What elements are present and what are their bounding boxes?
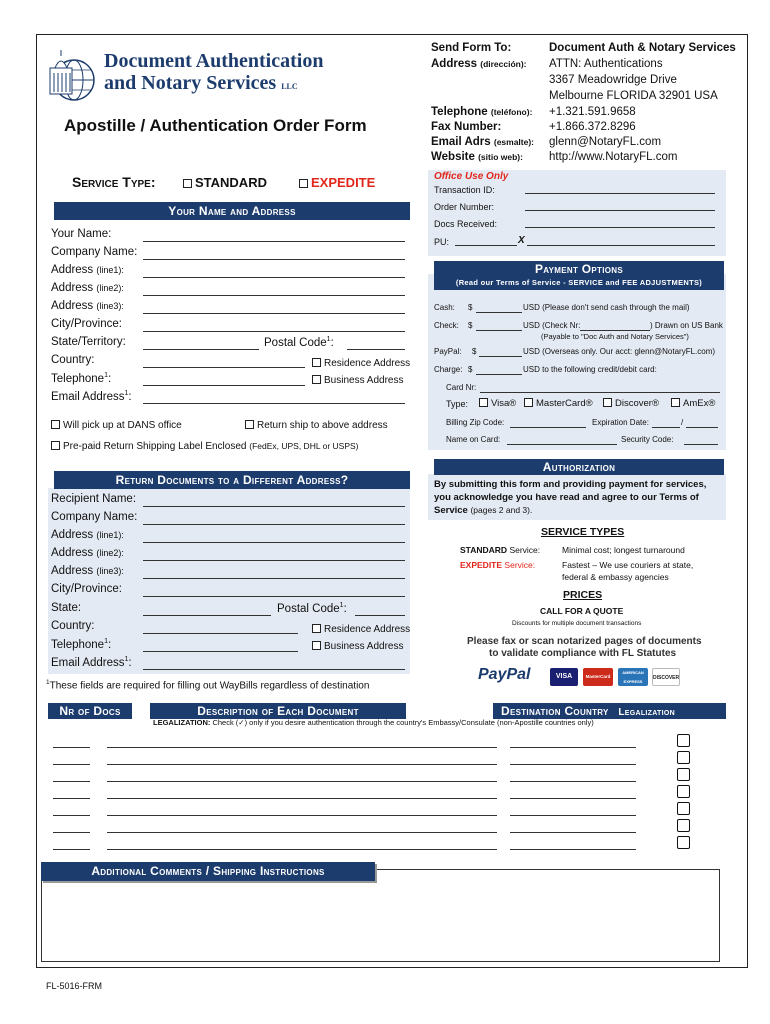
pu-field[interactable] xyxy=(455,245,517,246)
paypal-dollar: $ xyxy=(472,347,477,356)
recipient-label: Recipient Name: xyxy=(51,493,137,505)
telephone-label: Telephone (teléfono): xyxy=(431,106,533,118)
cash-dollar: $ xyxy=(468,303,473,312)
authorization-text: By submitting this form and providing payment for services, you acknowledge you have read and agree to our Terms of Service (pages 2 and 3). xyxy=(434,479,707,516)
pu-x: X xyxy=(518,235,525,246)
doc-destination-field[interactable] xyxy=(510,747,636,748)
type-label: Type: xyxy=(446,399,469,409)
name-address-header: Your Name and Address xyxy=(54,202,410,220)
doc-destination-field[interactable] xyxy=(510,781,636,782)
docs-received-label: Docs Received: xyxy=(434,219,498,229)
return-email-field[interactable] xyxy=(143,669,405,670)
return-telephone-field[interactable] xyxy=(143,651,298,652)
charge-amount-field[interactable] xyxy=(476,374,522,375)
charge-note: USD to the following credit/debit card: xyxy=(523,365,657,374)
docs-received-field[interactable] xyxy=(525,227,715,228)
discover-checkbox[interactable] xyxy=(603,398,612,407)
company-name-field[interactable] xyxy=(143,259,405,260)
telephone-value: +1.321.591.9658 xyxy=(549,106,636,118)
check-number-field[interactable] xyxy=(580,330,650,331)
col-description: Description of Each Document xyxy=(150,703,406,719)
visa-logo: VISA xyxy=(550,668,578,686)
company-name-label: Company Name: xyxy=(51,246,138,258)
state-label: State/Territory: xyxy=(51,336,126,348)
address-line1-label: Address (line1): xyxy=(51,264,124,276)
doc-description-field[interactable] xyxy=(107,798,497,799)
country-label: Country: xyxy=(51,354,95,366)
service-type-label: Service Type: xyxy=(72,174,156,190)
card-nr-label: Card Nr: xyxy=(446,383,477,392)
cash-row: Cash: xyxy=(434,303,455,312)
standard-service-desc: Minimal cost; longest turnaround xyxy=(562,545,685,555)
email-field-label: Email Address$^1$: xyxy=(51,390,132,403)
prepaid-checkbox[interactable] xyxy=(51,441,60,450)
email-label: Email Adrs (esmalte): xyxy=(431,136,535,148)
office-use-panel xyxy=(428,170,726,256)
prepaid-option[interactable]: Pre-paid Return Shipping Label Enclosed (FedEx, UPS, DHL or USPS) xyxy=(51,441,359,452)
return-address-line3-label: Address (line3): xyxy=(51,565,124,577)
paypal-note: USD (Overseas only. Our acct: glenn@NotaryFL.com) xyxy=(523,347,716,356)
doc-description-field[interactable] xyxy=(107,747,497,748)
expedite-checkbox[interactable] xyxy=(299,179,308,188)
return-address-line1-label: Address (line1): xyxy=(51,529,124,541)
pu-signature-field[interactable] xyxy=(527,245,715,246)
paypal-amount-field[interactable] xyxy=(479,356,522,357)
doc-destination-field[interactable] xyxy=(510,798,636,799)
amex-option[interactable]: AmEx® xyxy=(671,398,715,409)
prices-title: PRICES xyxy=(563,589,603,601)
doc-count-field[interactable] xyxy=(53,781,90,782)
return-residence-option[interactable]: Residence Address xyxy=(312,624,410,635)
doc-destination-field[interactable] xyxy=(510,849,636,850)
doc-description-field[interactable] xyxy=(107,815,497,816)
order-field[interactable] xyxy=(525,210,715,211)
return-residence-checkbox[interactable] xyxy=(312,624,321,633)
legalization-checkbox[interactable] xyxy=(677,785,690,798)
check-dollar: $ xyxy=(468,321,473,330)
return-business-checkbox[interactable] xyxy=(312,641,321,650)
security-code-field[interactable] xyxy=(684,444,718,445)
return-city-label: City/Province: xyxy=(51,583,122,595)
pu-label: PU: xyxy=(434,237,450,247)
name-on-card-label: Name on Card: xyxy=(446,435,501,444)
city-label: City/Province: xyxy=(51,318,122,330)
expiration-label: Expiration Date: xyxy=(592,418,649,427)
return-company-field[interactable] xyxy=(143,524,405,525)
your-name-field[interactable] xyxy=(143,241,405,242)
form-id: FL-5016-FRM xyxy=(46,981,103,991)
amex-checkbox[interactable] xyxy=(671,398,680,407)
transaction-field[interactable] xyxy=(525,193,715,194)
fax-value: +1.866.372.8296 xyxy=(549,121,636,133)
pick-up-checkbox[interactable] xyxy=(51,420,60,429)
website-label: Website (sitio web): xyxy=(431,151,523,163)
return-state-label: State: xyxy=(51,602,82,614)
mastercard-logo: MasterCard xyxy=(583,668,613,686)
legalization-note: LEGALIZATION: Check (✓) only if you desire authentication through the country's Embassy/Consulate (non-Apostille countries only) xyxy=(153,718,594,727)
address-line-1: ATTN: Authentications xyxy=(549,58,663,70)
return-address-line3-field[interactable] xyxy=(143,578,405,579)
business-address-option[interactable]: Business Address xyxy=(312,375,404,386)
expiration-month-field[interactable] xyxy=(652,427,680,428)
doc-count-field[interactable] xyxy=(53,764,90,765)
address-line-3: Melbourne FLORIDA 32901 USA xyxy=(549,90,718,102)
call-quote: CALL FOR A QUOTE xyxy=(540,606,624,616)
return-city-field[interactable] xyxy=(143,596,405,597)
email-value: glenn@NotaryFL.com xyxy=(549,136,662,148)
order-label: Order Number: xyxy=(434,202,495,212)
charge-label: Charge: xyxy=(434,365,463,374)
doc-destination-field[interactable] xyxy=(510,764,636,765)
footnote: $^1$These fields are required for filling out WayBills regardless of destination xyxy=(46,679,370,692)
check-nr-label: USD (Check Nr: xyxy=(523,321,581,330)
security-code-label: Security Code: xyxy=(621,435,674,444)
return-address-line2-field[interactable] xyxy=(143,560,405,561)
check-payable: (Payable to "Doc Auth and Notary Services") xyxy=(541,332,689,341)
comments-header: Additional Comments / Shipping Instructions xyxy=(41,862,375,881)
return-telephone-label: Telephone$^1$: xyxy=(51,638,112,651)
doc-destination-field[interactable] xyxy=(510,815,636,816)
standard-service-label: STANDARD Service: xyxy=(460,545,541,555)
doc-description-field[interactable] xyxy=(107,781,497,782)
service-types-title: SERVICE TYPES xyxy=(541,526,625,538)
expedite-service-desc-2: federal & embassy agencies xyxy=(562,572,669,582)
doc-description-field[interactable] xyxy=(107,764,497,765)
email-field[interactable] xyxy=(143,403,405,404)
your-name-label: Your Name: xyxy=(51,228,112,240)
legalization-checkbox[interactable] xyxy=(677,836,690,849)
visa-option[interactable]: Visa® xyxy=(479,398,516,409)
discounts-note: Discounts for multiple document transactions xyxy=(512,620,642,627)
residence-checkbox[interactable] xyxy=(312,358,321,367)
pick-up-option[interactable]: Will pick up at DANS office xyxy=(51,420,182,431)
address-line3-label: Address (line3): xyxy=(51,300,124,312)
doc-description-field[interactable] xyxy=(107,832,497,833)
expedite-service-label: EXPEDITE Service: xyxy=(460,560,536,570)
name-on-card-field[interactable] xyxy=(507,444,617,445)
check-drawn: ) Drawn on US Bank xyxy=(650,321,723,330)
city-field[interactable] xyxy=(143,331,405,332)
recipient-field[interactable] xyxy=(143,506,405,507)
address-line2-field[interactable] xyxy=(143,295,405,296)
address-line-2: 3367 Meadowridge Drive xyxy=(549,74,677,86)
expiration-year-field[interactable] xyxy=(686,427,718,428)
check-amount-field[interactable] xyxy=(476,330,522,331)
paypal-label: PayPal: xyxy=(434,347,462,356)
col-destination: Destination Country Legalization xyxy=(493,703,726,719)
return-address-line2-label: Address (line2): xyxy=(51,547,124,559)
return-ship-checkbox[interactable] xyxy=(245,420,254,429)
authorization-header: Authorization xyxy=(434,459,724,475)
col-nr-docs: Nr of Docs xyxy=(48,703,132,719)
address-label: Address (dirección): xyxy=(431,58,527,70)
legalization-checkbox[interactable] xyxy=(677,819,690,832)
payment-header: Payment Options xyxy=(434,261,724,277)
office-use-title: Office Use Only xyxy=(434,171,509,182)
cash-amount-field[interactable] xyxy=(476,312,522,313)
standard-checkbox[interactable] xyxy=(183,179,192,188)
send-form-to-value: Document Auth & Notary Services xyxy=(549,42,736,54)
return-email-label: Email Address$^1$: xyxy=(51,656,132,669)
return-postal-field[interactable] xyxy=(355,615,405,616)
cash-note: USD (Please don't send cash through the mail) xyxy=(523,303,690,312)
billing-zip-field[interactable] xyxy=(510,427,586,428)
telephone-field-label: Telephone$^1$: xyxy=(51,372,112,385)
legalization-checkbox[interactable] xyxy=(677,751,690,764)
doc-count-field[interactable] xyxy=(53,832,90,833)
residence-address-option[interactable]: Residence Address xyxy=(312,358,410,369)
doc-count-field[interactable] xyxy=(53,798,90,799)
address-line3-field[interactable] xyxy=(143,313,405,314)
return-business-option[interactable]: Business Address xyxy=(312,641,404,652)
check-label: Check: xyxy=(434,321,459,330)
legalization-checkbox[interactable] xyxy=(677,734,690,747)
state-field[interactable] xyxy=(143,349,259,350)
fax-label: Fax Number: xyxy=(431,121,502,133)
doc-description-field[interactable] xyxy=(107,849,497,850)
logo-llc: LLC xyxy=(281,82,298,91)
logo-line-1: Document Authentication xyxy=(104,50,324,72)
expedite-service-desc-1: Fastest – We use couriers at state, xyxy=(562,560,694,570)
charge-dollar: $ xyxy=(468,365,473,374)
return-address-line1-field[interactable] xyxy=(143,542,405,543)
billing-zip-label: Billing Zip Code: xyxy=(446,418,505,427)
doc-destination-field[interactable] xyxy=(510,832,636,833)
form-title: Apostille / Authentication Order Form xyxy=(64,116,367,135)
return-postal-label: Postal Code$^1$: xyxy=(277,602,347,615)
return-state-field[interactable] xyxy=(143,615,271,616)
payment-subheader: (Read our Terms of Service - SERVICE and FEE ADJUSTMENTS) xyxy=(434,276,724,290)
discover-logo: DISCOVER xyxy=(652,668,680,686)
amex-logo: AMERICAN EXPRESS xyxy=(618,668,648,686)
return-country-field[interactable] xyxy=(143,633,298,634)
expedite-option[interactable]: EXPEDITE xyxy=(299,175,375,190)
postal-code-field[interactable] xyxy=(347,349,405,350)
postal-code-label: Postal Code$^1$: xyxy=(264,336,334,349)
legalization-checkbox[interactable] xyxy=(677,768,690,781)
paypal-logo: PayPal xyxy=(478,666,531,683)
doc-count-field[interactable] xyxy=(53,849,90,850)
send-form-to-label: Send Form To: xyxy=(431,42,512,54)
standard-option[interactable]: STANDARD xyxy=(183,175,267,190)
fax-scan-line-1: Please fax or scan notarized pages of documents xyxy=(467,636,702,647)
discover-option[interactable]: Discover® xyxy=(603,398,659,409)
website-value: http://www.NotaryFL.com xyxy=(549,151,678,163)
comments-box[interactable] xyxy=(41,869,720,962)
address-line2-label: Address (line2): xyxy=(51,282,124,294)
return-country-label: Country: xyxy=(51,620,95,632)
transaction-label: Transaction ID: xyxy=(434,185,495,195)
business-checkbox[interactable] xyxy=(312,375,321,384)
mastercard-checkbox[interactable] xyxy=(524,398,533,407)
expiration-slash: / xyxy=(681,418,684,427)
return-company-label: Company Name: xyxy=(51,511,138,523)
return-ship-option[interactable]: Return ship to above address xyxy=(245,420,388,431)
mastercard-option[interactable]: MasterCard® xyxy=(524,398,593,409)
country-field[interactable] xyxy=(143,367,305,368)
visa-checkbox[interactable] xyxy=(479,398,488,407)
doc-count-field[interactable] xyxy=(53,747,90,748)
fax-scan-line-2: to validate compliance with FL Statutes xyxy=(489,648,677,659)
logo-line-2: and Notary Services LLC xyxy=(104,72,298,94)
return-docs-header: Return Documents to a Different Address? xyxy=(54,471,410,489)
card-nr-field[interactable] xyxy=(480,392,720,393)
doc-count-field[interactable] xyxy=(53,815,90,816)
telephone-field[interactable] xyxy=(143,385,305,386)
address-line1-field[interactable] xyxy=(143,277,405,278)
legalization-checkbox[interactable] xyxy=(677,802,690,815)
capitol-globe-icon xyxy=(46,46,96,104)
